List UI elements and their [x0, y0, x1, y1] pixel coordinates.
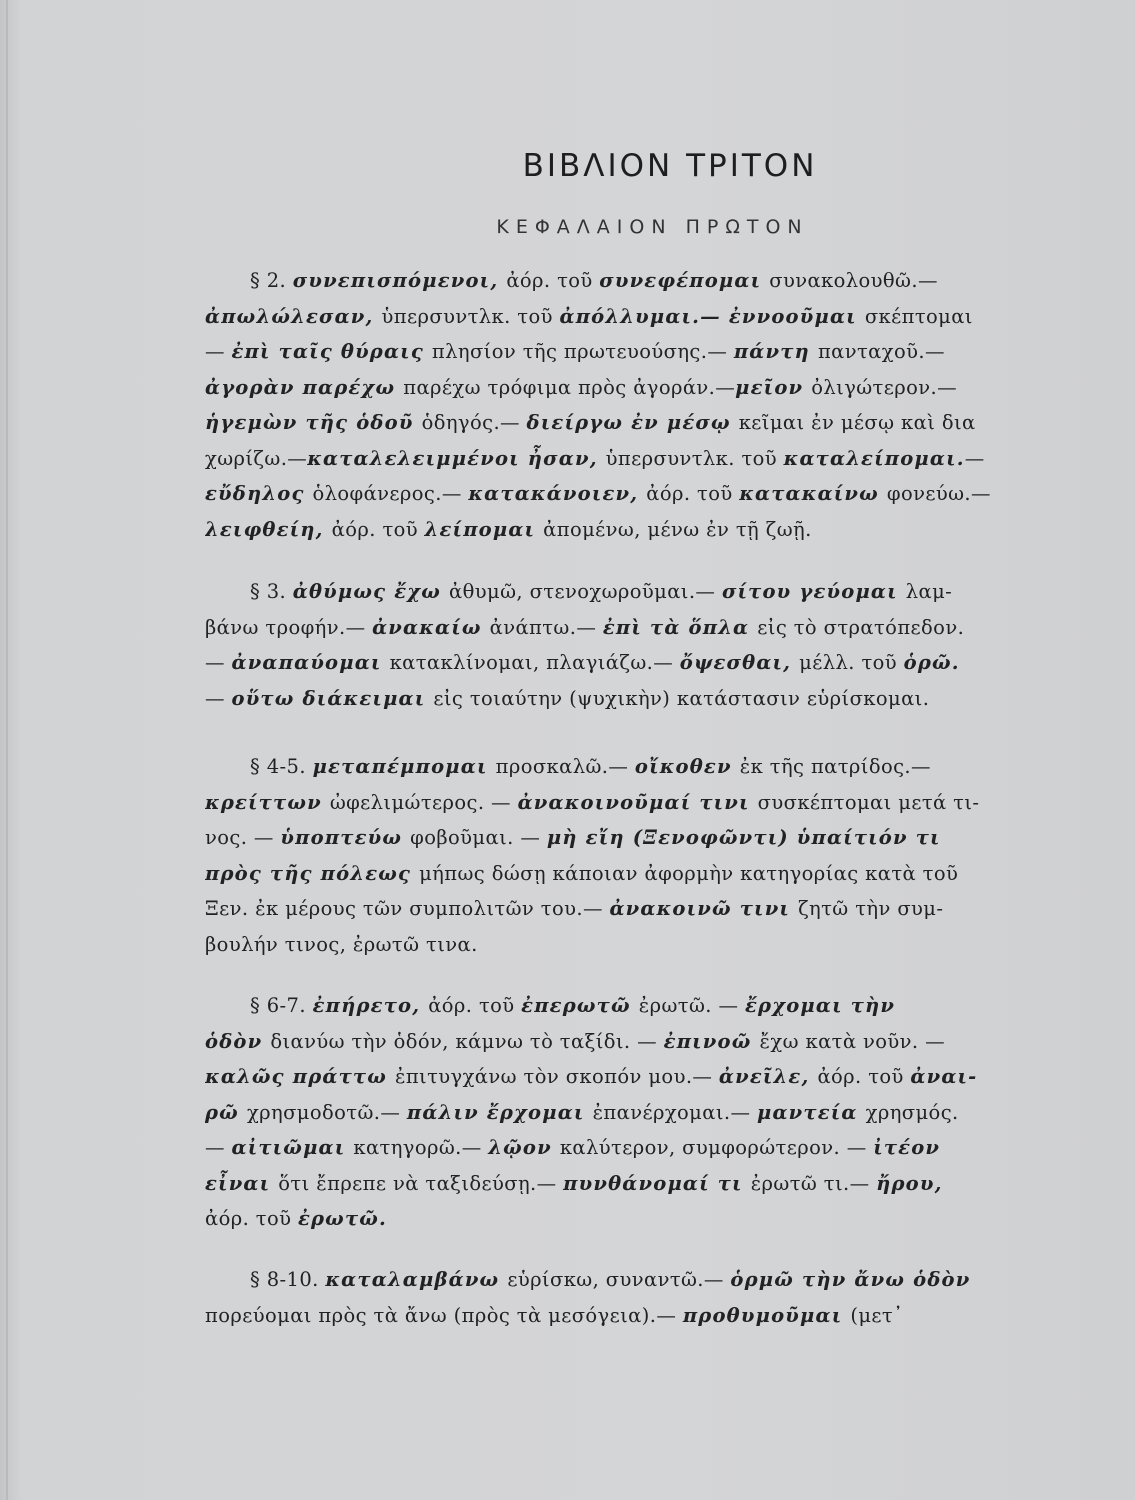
definition-text: — [205, 686, 232, 710]
headword: ἀναπαύομαι [231, 651, 390, 674]
definition-text: § 4-5. [250, 755, 313, 778]
definition-text: καλύτερον, συμφορώτερον. — [559, 1136, 874, 1159]
text-line [205, 512, 1130, 548]
section-8-10 [205, 1262, 1130, 1333]
definition-text: φονεύω.— [886, 482, 991, 505]
text-line [205, 1024, 1130, 1060]
headword: ἐπινοῶ [663, 1029, 760, 1053]
headword: ἰτέον [873, 1136, 941, 1159]
headword: ὁδὸν [205, 1029, 271, 1053]
definition-text: ὠφελιμώτερος. — [329, 790, 518, 814]
definition-text: ἐρωτῶ τι.— [750, 1171, 877, 1195]
headword: ἀγορὰν παρέχω [205, 375, 404, 399]
definition-text: χρησμός. [865, 1100, 959, 1124]
headword: ἀνακοινῶ τινι [609, 897, 799, 920]
book-title: ΒΙΒΛΙΟΝ ΤΡΙΤΟΝ [522, 148, 818, 184]
definition-text: § 2. [250, 269, 293, 292]
headword: ἐρωτῶ. [297, 1207, 388, 1230]
text-line [205, 263, 1130, 299]
headword: συνεφέπομαι [599, 269, 770, 292]
definition-text: ὅτι ἔπρεπε νὰ ταξιδεύσῃ.— [278, 1171, 564, 1195]
definition-text: — [964, 446, 985, 470]
definition-text: ἀθυμῶ, στενοχωροῦμαι.— [449, 580, 722, 603]
headword: καταλείπομαι. [783, 446, 965, 470]
definition-text: κεῖμαι ἐν μέσῳ καὶ δια [738, 411, 976, 434]
headword: πρὸς τῆς πόλεως [205, 861, 420, 885]
definition-text: νος. — [205, 826, 281, 849]
headword: συνεπισπόμενοι, [292, 269, 507, 292]
text-line [205, 1298, 1130, 1334]
text-line [205, 785, 1130, 821]
text-line [205, 405, 1130, 441]
headword: ὄψεσθαι, [679, 651, 800, 674]
definition-text: ἀόρ. τοῦ [646, 482, 740, 505]
definition-text: ὑπερσυντλκ. τοῦ [381, 304, 560, 328]
chapter-title: ΚΕΦΑΛΑΙΟΝ ΠΡΩΤΟΝ [496, 216, 809, 238]
text-line [205, 1130, 1130, 1166]
definition-text: μέλλ. τοῦ [799, 651, 904, 674]
definition-text: ἀόρ. τοῦ [428, 994, 522, 1017]
definition-text: — [205, 1136, 232, 1159]
definition-text: ἀπομένω, μένω ἐν τῇ ζωῇ. [543, 517, 812, 541]
definition-text: § 8-10. [250, 1268, 326, 1291]
definition-text: μήπως δώσῃ κάποιαν ἀφορμὴν κατηγορίας κατὰ τοῦ [419, 861, 959, 885]
definition-text: χρησμοδοτῶ.— [246, 1100, 407, 1124]
headword: ἤρου, [876, 1171, 943, 1195]
headword: κατακάνοιεν, [468, 482, 647, 505]
headword: ἐπὶ τὰ ὅπλα [602, 615, 758, 639]
headword: λῷον [488, 1136, 560, 1159]
headword: ἀπωλώλεσαν, [205, 304, 382, 328]
headword: καταλαμβάνω [325, 1268, 508, 1291]
definition-text: πλησίον τῆς πρωτευούσης.— [431, 340, 734, 363]
headword: λειφθείη, [205, 517, 332, 541]
headword: διείργω ἐν μέσῳ [526, 411, 739, 434]
definition-text: ἐπιτυγχάνω τὸν σκοπόν μου.— [394, 1065, 719, 1088]
text-line [205, 1095, 1130, 1131]
definition-text: ὑπερσυντλκ. τοῦ [605, 446, 784, 470]
definition-text: προσκαλῶ.— [495, 755, 635, 778]
definition-text: πανταχοῦ.— [817, 340, 945, 363]
headword: μεταπέμπομαι [312, 755, 496, 778]
definition-text: σκέπτομαι [864, 304, 973, 328]
headword: πάντη [733, 340, 818, 363]
headword: πυνθάνομαί τι [563, 1171, 751, 1195]
definition-text: κατακλίνομαι, πλαγιάζω.— [389, 651, 680, 674]
text-line [205, 856, 1130, 892]
text-line [205, 476, 1130, 512]
definition-text: ἀόρ. τοῦ [506, 269, 600, 292]
headword: ἀνακαίω [372, 615, 490, 639]
headword: ἀθύμως ἔχω [292, 580, 450, 603]
definition-text: παρέχω τρόφιμα πρὸς ἀγοράν.— [403, 375, 736, 399]
text-line [205, 299, 1130, 335]
section-2 [205, 263, 1130, 547]
headword: λείπομαι [424, 517, 544, 541]
definition-text: συσκέπτομαι μετά τι- [757, 790, 980, 814]
headword: πάλιν ἔρχομαι [406, 1100, 593, 1124]
headword: ἐπήρετο, [312, 994, 429, 1017]
headword: ὑποπτεύω [280, 826, 411, 849]
text-line [205, 1201, 1130, 1237]
definition-text: § 3. [250, 580, 293, 603]
definition-text: συνακολουθῶ.— [769, 269, 938, 292]
definition-text: εἰς τοιαύτην (ψυχικὴν) κατάστασιν εὑρίσκομαι. [433, 686, 930, 710]
text-line [205, 370, 1130, 406]
headword: εὔδηλος [205, 482, 313, 505]
headword: ἀνεῖλε, [718, 1065, 818, 1088]
definition-text: Ξεν. ἐκ μέρους τῶν συμπολιτῶν του.— [205, 897, 610, 920]
definition-text: εἰς τὸ στρατόπεδον. [757, 615, 965, 639]
headword: ἀναι- [910, 1065, 978, 1088]
definition-text: — [205, 340, 232, 363]
definition-text: ἐπανέρχομαι.— [592, 1100, 757, 1124]
definition-text: ἀνάπτω.— [489, 615, 603, 639]
text-line [205, 749, 1130, 785]
section-6-7 [205, 988, 1130, 1237]
headword: εἶναι [205, 1171, 279, 1195]
definition-text: — [205, 651, 232, 674]
headword: κατακαίνω [739, 482, 887, 505]
text-line [205, 334, 1130, 370]
text-line [205, 1166, 1130, 1202]
definition-text: διανύω τὴν ὁδόν, κάμνω τὸ ταξίδι. — [270, 1029, 664, 1053]
text-line [205, 1262, 1130, 1298]
headword: καταλελειμμένοι ἦσαν, [307, 446, 606, 470]
headword: καλῶς πράττω [205, 1065, 395, 1088]
definition-text: βάνω τροφήν.— [205, 615, 373, 639]
definition-text: πορεύομαι πρὸς τὰ ἄνω (πρὸς τὰ μεσόγεια).— [205, 1303, 683, 1327]
definition-text: § 6-7. [250, 994, 313, 1017]
headword: μεῖον [735, 375, 812, 399]
headword: σίτου γεύομαι [721, 580, 906, 603]
headword: ἀπόλλυμαι.— ἐννοοῦμαι [559, 304, 865, 328]
definition-text: βουλήν τινος, ἐρωτῶ τινα. [205, 932, 478, 956]
headword: προθυμοῦμαι [682, 1303, 851, 1327]
text-line [205, 820, 1130, 856]
definition-text: ὀλιγώτερον.— [811, 375, 957, 399]
text-line [205, 891, 1130, 927]
headword: ἀνακοινοῦμαί τινι [517, 790, 758, 814]
definition-text: χωρίζω.— [205, 446, 308, 470]
headword: ρῶ [205, 1100, 247, 1124]
text-line [205, 574, 1130, 610]
definition-text: ἀόρ. τοῦ [331, 517, 425, 541]
headword: οἴκοθεν [634, 755, 740, 778]
definition-text: ζητῶ τὴν συμ- [798, 897, 944, 920]
headword: μαντεία [756, 1100, 866, 1124]
text-line [205, 1059, 1130, 1095]
headword: αἰτιῶμαι [231, 1136, 354, 1159]
headword: ὁρῶ. [903, 651, 960, 674]
text-line [205, 645, 1130, 681]
definition-text: φοβοῦμαι. — [410, 826, 547, 849]
headword: ἐπερωτῶ [521, 994, 639, 1017]
headword: ὁρμῶ τὴν ἄνω ὁδὸν [730, 1268, 971, 1291]
headword: ἔρχομαι τὴν [744, 994, 896, 1017]
definition-text: ὁλοφάνερος.— [312, 482, 469, 505]
definition-text: εὑρίσκω, συναντῶ.— [507, 1268, 731, 1291]
headword: οὕτω διάκειμαι [231, 686, 434, 710]
headword: κρείττων [205, 790, 330, 814]
definition-text: ἔχω κατὰ νοῦν. — [759, 1029, 945, 1053]
definition-text: ἀόρ. τοῦ [205, 1207, 298, 1230]
definition-text: ἐκ τῆς πατρίδος.— [739, 755, 931, 778]
section-4-5 [205, 749, 1130, 962]
headword: ἡγεμὼν τῆς ὁδοῦ [205, 411, 422, 434]
section-3 [205, 574, 1130, 716]
text-line [205, 927, 1130, 963]
text-line [205, 610, 1130, 646]
definition-text: ἀόρ. τοῦ [817, 1065, 911, 1088]
definition-text: λαμ- [905, 580, 953, 603]
definition-text: (μετ᾿ [850, 1303, 904, 1327]
definition-text: κατηγορῶ.— [353, 1136, 489, 1159]
headword: ἐπὶ ταῖς θύραις [231, 340, 432, 363]
definition-text: ἐρωτῶ. — [638, 994, 745, 1017]
headword: μὴ εἴη (Ξενοφῶντι) ὑπαίτιόν τι [546, 826, 941, 849]
text-line [205, 441, 1130, 477]
text-line [205, 681, 1130, 717]
definition-text: ὁδηγός.— [421, 411, 527, 434]
text-line [205, 988, 1130, 1024]
